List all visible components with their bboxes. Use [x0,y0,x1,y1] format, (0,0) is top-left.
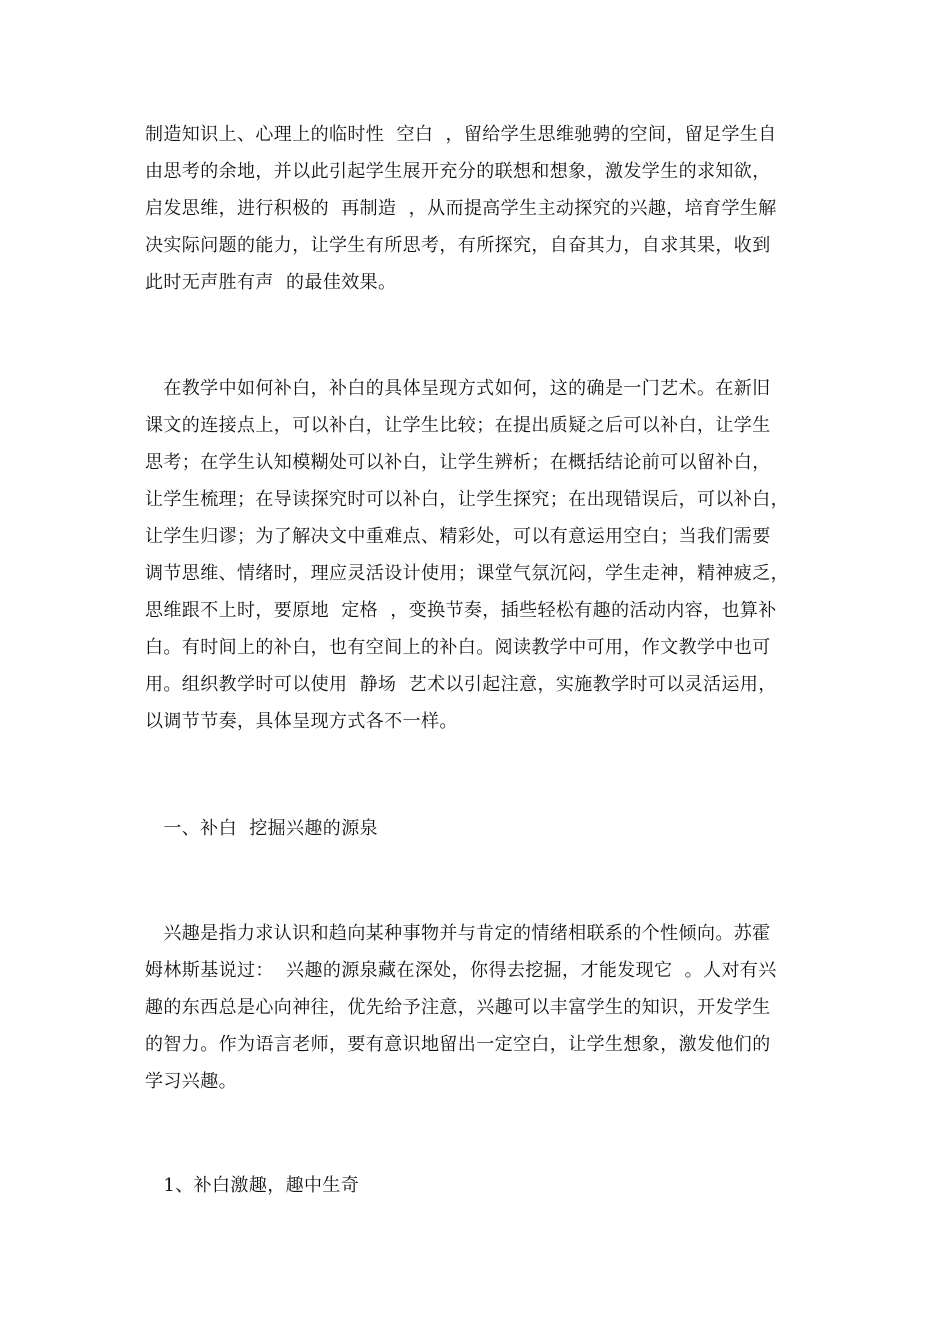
paragraph-1-line-4: 决实际问题的能力，让学生有所思考，有所探究，自奋其力，自求其果，收到 [145,235,771,256]
paragraph-2-line-9: 用。组织教学时可以使用 静场 艺术以引起注意，实施教学时可以灵活运用， [145,674,777,695]
paragraph-3-line-3: 趣的东西总是心向神往，优先给予注意，兴趣可以丰富学生的知识，开发学生 [145,997,771,1018]
paragraph-3-line-2: 姆林斯基说过： 兴趣的源泉藏在深处，你得去挖掘，才能发现它 。人对有兴 [145,960,777,981]
paragraph-2-line-10: 以调节节奏，具体呈现方式各不一样。 [145,711,458,732]
paragraph-2-line-6: 调节思维、情绪时，理应灵活设计使用；课堂气氛沉闷，学生走神，精神疲乏， [145,563,789,584]
paragraph-2-line-8: 白。有时间上的补白，也有空间上的补白。阅读教学中可用，作文教学中也可 [145,637,771,658]
paragraph-2-line-7: 思维跟不上时，要原地 定格 ，变换节奏，插些轻松有趣的活动内容，也算补 [145,600,777,621]
paragraph-1-line-1: 制造知识上、心理上的临时性 空白 ，留给学生思维驰骋的空间，留足学生自 [145,124,777,145]
section-heading-2: 1、补白激趣，趣中生奇 [145,1175,360,1196]
paragraph-2-line-1: 在教学中如何补白，补白的具体呈现方式如何，这的确是一门艺术。在新旧 [145,378,771,399]
paragraph-2-line-4: 让学生梳理；在导读探究时可以补白，让学生探究；在出现错误后，可以补白， [145,489,789,510]
paragraph-2-line-3: 思考；在学生认知模糊处可以补白，让学生辨析；在概括结论前可以留补白， [145,452,771,473]
paragraph-1-line-5: 此时无声胜有声 的最佳效果。 [145,272,397,293]
paragraph-1-line-3: 启发思维，进行积极的 再制造 ，从而提高学生主动探究的兴趣，培育学生解 [145,198,777,219]
paragraph-3-line-1: 兴趣是指力求认识和趋向某种事物并与肯定的情绪相联系的个性倾向。苏霍 [145,923,771,944]
section-heading-1: 一、补白 挖掘兴趣的源泉 [145,818,379,839]
paragraph-3-line-4: 的智力。作为语言老师，要有意识地留出一定空白，让学生想象，激发他们的 [145,1034,771,1055]
paragraph-2-line-5: 让学生归谬；为了解决文中重难点、精彩处，可以有意运用空白；当我们需要 [145,526,771,547]
paragraph-1-line-2: 由思考的余地，并以此引起学生展开充分的联想和想象，激发学生的求知欲， [145,161,771,182]
paragraph-3-line-5: 学习兴趣。 [145,1071,237,1092]
paragraph-2-line-2: 课文的连接点上，可以补白，让学生比较；在提出质疑之后可以补白，让学生 [145,415,771,436]
